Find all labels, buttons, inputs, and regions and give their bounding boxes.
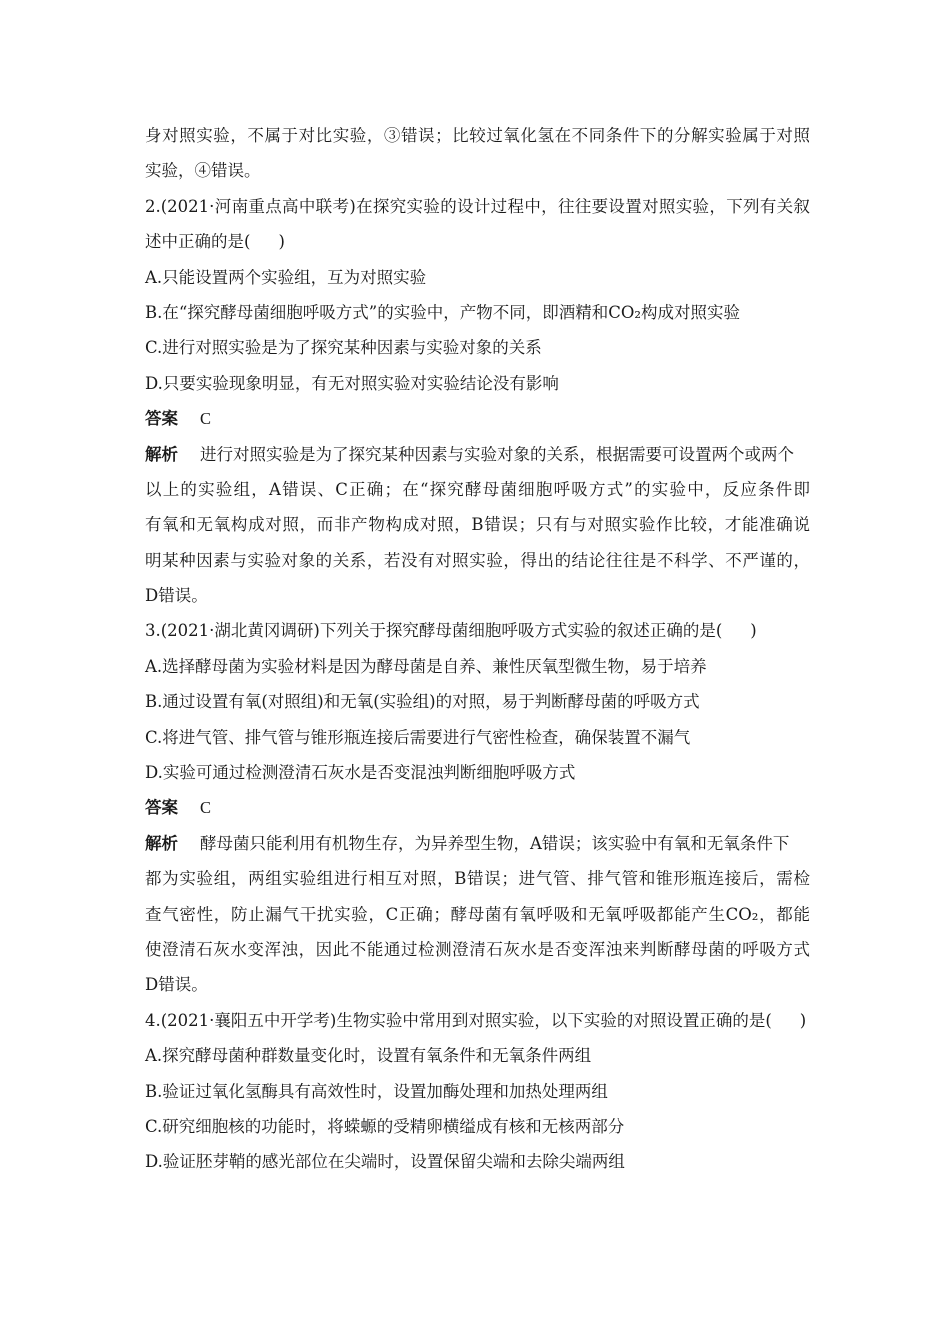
q3-analysis-line-4: 使澄清石灰水变浑浊，因此不能通过检测澄清石灰水是否变浑浊来判断酵母菌的呼吸方式 <box>145 939 810 959</box>
q3-answer-label: 答案 <box>145 798 178 818</box>
q2-analysis-line-1 <box>145 437 810 472</box>
q2-option-a: A.只能设置两个实验组，互为对照实验 <box>145 267 427 287</box>
q4-option-c: C.研究细胞核的功能时，将蝾螈的受精卵横缢成有核和无核两部分 <box>145 1116 625 1136</box>
q2-stem-text: 述中正确的是( <box>145 232 251 252</box>
q2-analysis-label: 解析 <box>145 444 178 464</box>
q3-analysis-text-1: 酵母菌只能利用有机物生存，为异养型生物，A错误；该实验中有氧和无氧条件下 <box>200 833 790 853</box>
q2-stem-close: ) <box>278 232 285 252</box>
q4-option-a: A.探究酵母菌种群数量变化时，设置有氧条件和无氧条件两组 <box>145 1046 592 1066</box>
q2-analysis-line-2: 以上的实验组，A错误、C正确；在“探究酵母菌细胞呼吸方式”的实验中，反应条件即 <box>145 479 810 499</box>
q2-answer-label: 答案 <box>145 409 178 429</box>
q3-analysis-line-1 <box>145 826 810 861</box>
q4-stem <box>145 1003 810 1038</box>
q3-answer-value: C <box>200 798 212 818</box>
q3-analysis-line-5: D错误。 <box>145 975 208 995</box>
q2-option-b: B.在“探究酵母菌细胞呼吸方式”的实验中，产物不同，即酒精和CO₂构成对照实验 <box>145 302 741 322</box>
q3-analysis-line-3: 查气密性，防止漏气干扰实验，C正确；酵母菌有氧呼吸和无氧呼吸都能产生CO₂，都能 <box>145 904 810 924</box>
q3-answer <box>145 790 810 825</box>
q2-stem-line-2 <box>145 224 810 259</box>
q3-option-a: A.选择酵母菌为实验材料是因为酵母菌是自养、兼性厌氧型微生物，易于培养 <box>145 656 707 676</box>
q2-analysis-text-1: 进行对照实验是为了探究某种因素与实验对象的关系，根据需要可设置两个或两个 <box>200 444 794 464</box>
q3-stem-close: ) <box>750 621 757 641</box>
q4-option-d: D.验证胚芽鞘的感光部位在尖端时，设置保留尖端和去除尖端两组 <box>145 1152 625 1172</box>
q3-option-d: D.实验可通过检测澄清石灰水是否变混浊判断细胞呼吸方式 <box>145 763 576 783</box>
q4-option-b: B.验证过氧化氢酶具有高效性时，设置加酶处理和加热处理两组 <box>145 1081 608 1101</box>
q2-analysis-line-4: 明某种因素与实验对象的关系，若没有对照实验，得出的结论往往是不科学、不严谨的， <box>145 550 810 570</box>
q1-analysis-line-2: 实验，④错误。 <box>145 161 261 181</box>
q2-analysis-line-5: D错误。 <box>145 586 208 606</box>
q4-stem-text: 4.(2021·襄阳五中开学考)生物实验中常用到对照实验，以下实验的对照设置正确的是( <box>145 1010 772 1030</box>
q3-stem <box>145 613 810 648</box>
q2-option-d: D.只要实验现象明显，有无对照实验对实验结论没有影响 <box>145 373 559 393</box>
q2-option-c: C.进行对照实验是为了探究某种因素与实验对象的关系 <box>145 338 542 358</box>
q3-analysis-line-2: 都为实验组，两组实验组进行相互对照，B错误；进气管、排气管和锥形瓶连接后，需检 <box>145 869 810 889</box>
q1-analysis-line-1: 身对照实验，不属于对比实验，③错误；比较过氧化氢在不同条件下的分解实验属于对照 <box>145 126 810 145</box>
q2-answer-value: C <box>200 409 212 429</box>
q4-stem-close: ) <box>799 1010 807 1030</box>
q3-option-c: C.将进气管、排气管与锥形瓶连接后需要进行气密性检查，确保装置不漏气 <box>145 727 691 747</box>
q2-analysis-line-3: 有氧和无氧构成对照，而非产物构成对照，B错误；只有与对照实验作比较，才能准确说 <box>145 515 810 535</box>
q3-option-b: B.通过设置有氧(对照组)和无氧(实验组)的对照，易于判断酵母菌的呼吸方式 <box>145 692 700 712</box>
q2-stem-line-1: 2.(2021·河南重点高中联考)在探究实验的设计过程中，往往要设置对照实验，下列有关叙 <box>145 196 810 216</box>
q3-analysis-label: 解析 <box>145 833 178 853</box>
q3-stem-text: 3.(2021·湖北黄冈调研)下列关于探究酵母菌细胞呼吸方式实验的叙述正确的是( <box>145 621 723 641</box>
q2-answer <box>145 401 810 436</box>
document-page <box>145 118 810 1180</box>
